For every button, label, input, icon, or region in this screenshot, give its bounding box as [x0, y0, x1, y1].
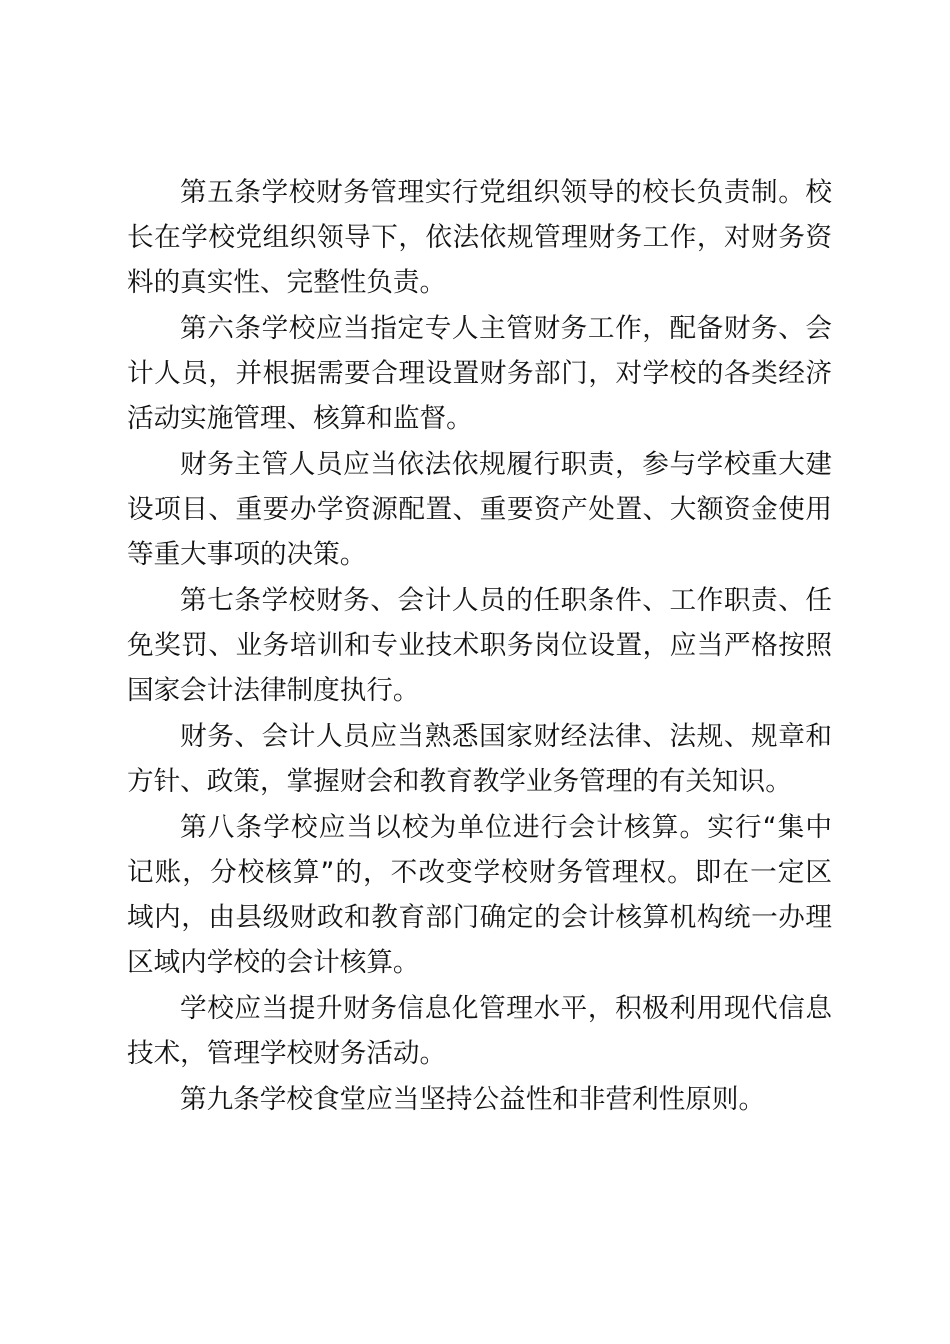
paragraph-article-8: 第八条学校应当以校为单位进行会计核算。实行“集中记账，分校核算”的，不改变学校财务管理权。即在一定区域内，由县级财政和教育部门确定的会计核算机构统一办理区域内学校的会计核算。 [127, 812, 832, 978]
paragraph-staff-knowledge: 财务、会计人员应当熟悉国家财经法律、法规、规章和方针、政策，掌握财会和教育教学业务管理的有关知识。 [127, 721, 832, 797]
paragraph-informatization: 学校应当提升财务信息化管理水平，积极利用现代信息技术，管理学校财务活动。 [127, 993, 832, 1069]
paragraph-article-7: 第七条学校财务、会计人员的任职条件、工作职责、任免奖罚、业务培训和专业技术职务岗位设置，应当严格按照国家会计法律制度执行。 [127, 585, 832, 706]
paragraph-finance-supervisor: 财务主管人员应当依法依规履行职责，参与学校重大建设项目、重要办学资源配置、重要资产处置、大额资金使用等重大事项的决策。 [127, 449, 832, 570]
paragraph-article-5: 第五条学校财务管理实行党组织领导的校长负责制。校长在学校党组织领导下，依法依规管理财务工作，对财务资料的真实性、完整性负责。 [127, 177, 832, 298]
paragraph-article-9: 第九条学校食堂应当坚持公益性和非营利性原则。 [180, 1084, 766, 1115]
paragraph-article-6: 第六条学校应当指定专人主管财务工作，配备财务、会计人员，并根据需要合理设置财务部门，对学校的各类经济活动实施管理、核算和监督。 [127, 313, 832, 434]
document-body [127, 170, 832, 1123]
